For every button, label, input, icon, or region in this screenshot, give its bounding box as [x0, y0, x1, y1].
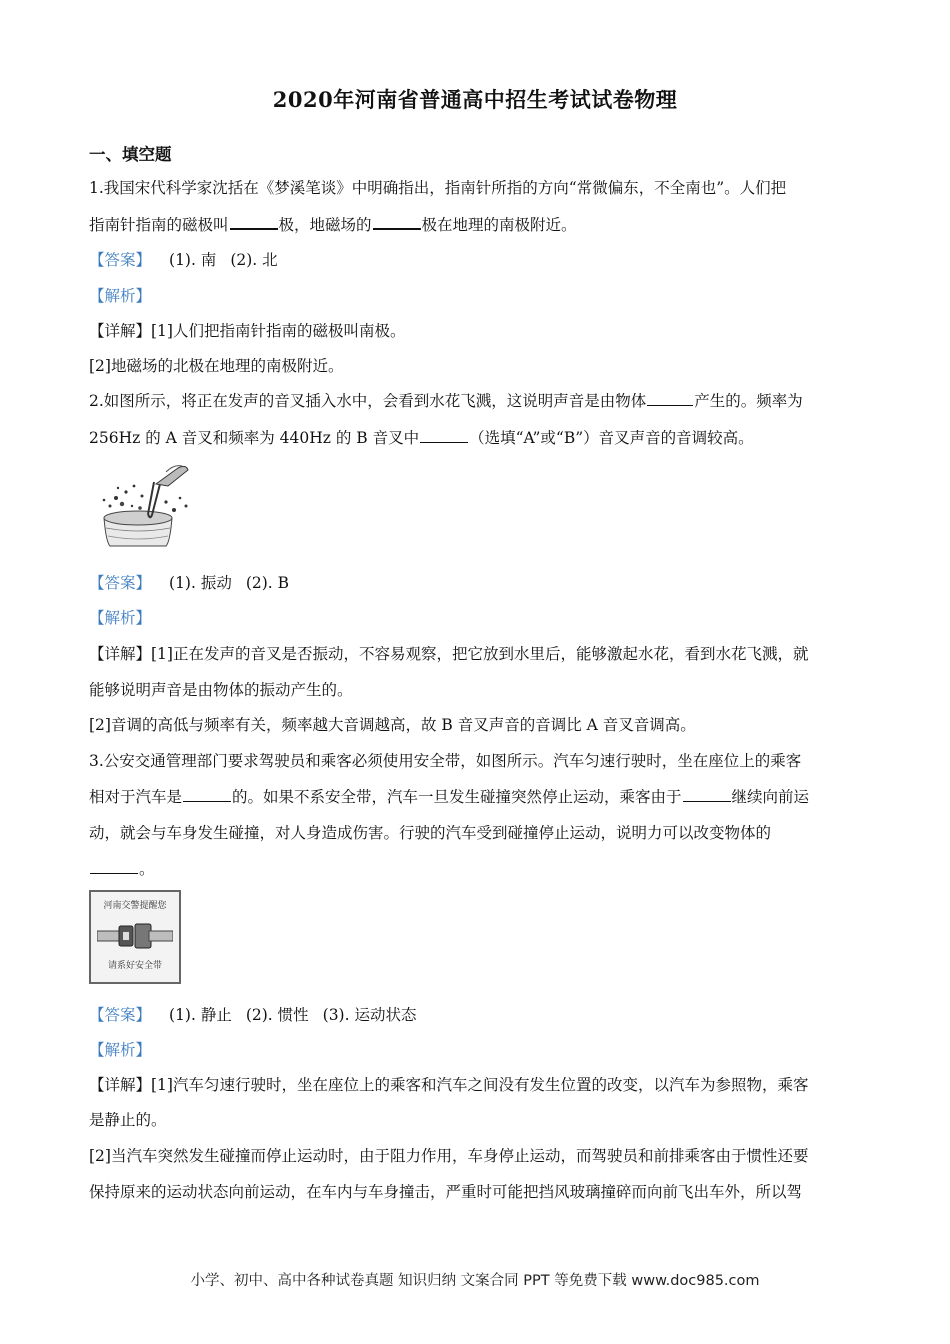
- q3-blank-1: [183, 786, 231, 802]
- q1-blank-2: [373, 213, 421, 230]
- answer-tag: 【答案】: [89, 251, 152, 269]
- analysis-tag: 【解析】: [89, 609, 152, 627]
- q1-answer: [89, 249, 292, 271]
- answer-item: (3). 运动状态: [322, 1006, 417, 1024]
- detail-line: 能够说明声音是由物体的振动产生的。: [89, 681, 353, 699]
- q3-line-1: 3.公安交通管理部门要求驾驶员和乘客必须使用安全带，如图所示。汽车匀速行驶时，坐在座位上的乘客: [89, 752, 802, 770]
- q2-text-c: 256Hz 的 A 音叉和频率为 440Hz 的 B 音叉中: [89, 429, 420, 447]
- q1-blank-1: [230, 213, 278, 230]
- q3-text-b: 的。如果不系安全带，汽车一旦发生碰撞突然停止运动，乘客由于: [232, 788, 682, 806]
- q2-blank-1: [647, 390, 693, 406]
- sign-top-text: 河南交警提醒您: [103, 901, 167, 911]
- q1-line-1: 1.我国宋代科学家沈括在《梦溪笔谈》中明确指出，指南针所指的方向“常微偏东，不全南也”。人们把: [89, 179, 787, 197]
- tuning-fork-figure: [96, 462, 198, 552]
- sign-bottom-text: 请系好安全带: [107, 961, 162, 971]
- detail-line: 是静止的。: [89, 1111, 167, 1129]
- detail-line: [2]当汽车突然发生碰撞而停止运动时，由于阻力作用，车身停止运动，而驾驶员和前排乘客由于惯性还要: [89, 1147, 809, 1165]
- q3-text-d: 。: [139, 860, 155, 878]
- section-heading: 一、填空题: [89, 145, 172, 164]
- q2-text-a: 2.如图所示，将正在发声的音叉插入水中，会看到水花飞溅，这说明声音是由物体: [89, 392, 647, 410]
- answer-item: (2). 惯性: [245, 1006, 309, 1024]
- q1-text-a: 指南针指南的磁极叫: [89, 216, 229, 234]
- q3-answer: [89, 1004, 430, 1026]
- seatbelt-buckle-icon: [97, 918, 173, 954]
- q1-text-b: 极，地磁场的: [278, 216, 372, 234]
- q3-line-2: [89, 786, 809, 808]
- answer-item: (1). 南: [169, 251, 217, 269]
- q2-line-1: [89, 390, 803, 412]
- answer-item: (2). B: [245, 574, 290, 592]
- detail-line: [2]地磁场的北极在地理的南极附近。: [89, 357, 344, 375]
- q2-blank-2: [420, 427, 468, 443]
- answer-item: (1). 静止: [169, 1006, 232, 1024]
- q3-text-c: 继续向前运: [731, 788, 810, 806]
- detail-line: [2]音调的高低与频率有关，频率越大音调越高，故 B 音叉声音的音调比 A 音叉音调高。: [89, 716, 696, 734]
- q2-answer: [89, 572, 303, 594]
- q1-line-2: [89, 213, 577, 236]
- q3-blank-3: [90, 858, 138, 874]
- q2-line-2: [89, 427, 754, 449]
- q1-text-c: 极在地理的南极附近。: [421, 216, 577, 234]
- q2-text-b: 产生的。频率为: [694, 392, 803, 410]
- answer-tag: 【答案】: [89, 574, 152, 592]
- answer-tag: 【答案】: [89, 1006, 152, 1024]
- page-title: 2020年河南省普通高中招生考试试卷物理: [272, 87, 678, 112]
- analysis-tag: 【解析】: [89, 287, 152, 305]
- q3-line-3: 动，就会与车身发生碰撞，对人身造成伤害。行驶的汽车受到碰撞停止运动，说明力可以改变物体的: [89, 824, 772, 842]
- q2-text-d: （选填“A”或“B”）音叉声音的音调较高。: [469, 429, 754, 447]
- detail-line: 保持原来的运动状态向前运动，在车内与车身撞击，严重时可能把挡风玻璃撞碎而向前飞出车外，所以驾: [89, 1183, 803, 1201]
- analysis-tag: 【解析】: [89, 1041, 152, 1059]
- q3-line-4: [89, 858, 155, 880]
- detail-line: 【详解】[1]人们把指南针指南的磁极叫南极。: [89, 322, 406, 340]
- q3-text-a: 相对于汽车是: [89, 788, 183, 806]
- q3-blank-2: [683, 786, 731, 802]
- seatbelt-sign-figure: [89, 890, 181, 984]
- answer-item: (2). 北: [230, 251, 278, 269]
- page-footer: 小学、初中、高中各种试卷真题 知识归纳 文案合同 PPT 等免费下载 www.doc985.com: [190, 1273, 760, 1289]
- detail-line: 【详解】[1]正在发声的音叉是否振动，不容易观察，把它放到水里后，能够激起水花，看到水花飞溅，就: [89, 645, 809, 663]
- answer-item: (1). 振动: [169, 574, 232, 592]
- detail-line: 【详解】[1]汽车匀速行驶时，坐在座位上的乘客和汽车之间没有发生位置的改变，以汽车为参照物，乘客: [89, 1076, 809, 1094]
